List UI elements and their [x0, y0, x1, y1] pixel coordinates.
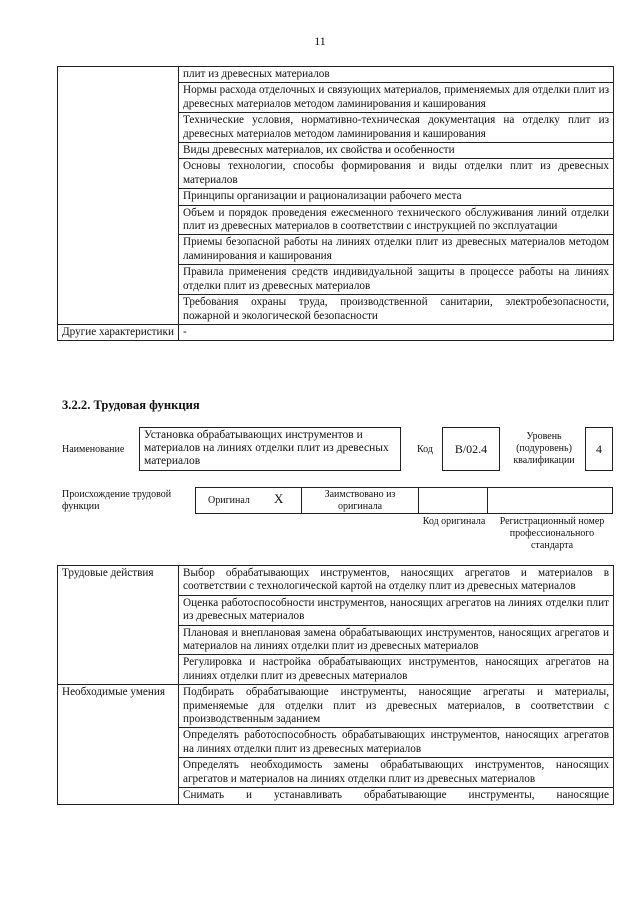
origin-row — [195, 487, 613, 514]
code-original-caption: Код оригинала — [422, 516, 486, 527]
skill-item: Определять работоспособность обрабатывающих инструментов, наносящих агрегатов на линиях отделки плит из древесных материалов — [179, 728, 614, 758]
table-row — [58, 67, 614, 83]
page-number: 11 — [314, 34, 326, 48]
original-mark: X — [274, 491, 284, 506]
labor-actions-label: Трудовые действия — [58, 566, 179, 685]
divider — [487, 488, 488, 513]
table-row — [58, 324, 614, 340]
divider — [301, 488, 302, 513]
other-characteristics-label: Другие характеристики — [58, 324, 179, 340]
knowledge-item: Приемы безопасной работы на линиях отделки плит из древесных материалов методом ламинирования и каширования — [179, 235, 614, 265]
knowledge-item: плит из древесных материалов — [179, 67, 614, 83]
knowledge-item: Нормы расхода отделочных и связующих материалов, применяемых для отделки плит из древесных материалов методом ламинирования и каширования — [179, 83, 614, 113]
labor-action-item: Выбор обрабатывающих инструментов, наносящих агрегатов и материалов в соответствии с технологической картой на отделку плит из древесных материалов — [179, 566, 614, 596]
knowledge-item: Принципы организации и рационализации рабочего места — [179, 189, 614, 205]
function-name-value: Установка обрабатывающих инструментов и материалов на линиях отделки плит из древесных материалов — [144, 429, 389, 467]
function-name-box — [139, 427, 401, 471]
skill-item: Определять необходимость замены обрабатывающих инструментов, наносящих агрегатов и материалов на линиях отделки плит из древесных материалов — [179, 758, 614, 788]
divider — [418, 488, 419, 513]
knowledge-item: Виды древесных материалов, их свойства и особенности — [179, 143, 614, 159]
original-label: Оригинал — [208, 495, 250, 506]
skill-item: Подбирать обрабатывающие инструменты, наносящие агрегаты и материалы, применяемые для отделки плит из древесных материалов, в соответствии с производственным заданием — [179, 685, 614, 728]
labor-action-item: Плановая и внеплановая замена обрабатывающих инструментов, наносящих агрегатов и материалов на линиях отделки плит из древесных материалов — [179, 625, 614, 655]
registration-number-caption: Регистрационный номер профессионального стандарта — [499, 516, 605, 551]
other-characteristics-value: - — [179, 324, 614, 340]
knowledge-item: Технические условия, нормативно-техническая документация на отделку плит из древесных материалов методом ламинирования и каширования — [179, 113, 614, 143]
required-skills-label: Необходимые умения — [58, 685, 179, 804]
knowledge-item: Правила применения средств индивидуальной защиты в процессе работы на линиях отделки плит из древесных материалов — [179, 265, 614, 295]
knowledge-item: Объем и порядок проведения ежесменного технического обслуживания линий отделки плит из древесных материалов в соответствии с инструкцией по эксплуатации — [179, 205, 614, 235]
skill-item: Снимать и устанавливать обрабатывающие инструменты, наносящие — [179, 788, 614, 804]
label-cell-empty — [58, 67, 179, 325]
knowledge-item: Основы технологии, способы формирования и виды отделки плит из древесных материалов — [179, 159, 614, 189]
origin-label: Происхождение трудовой функции — [62, 489, 172, 512]
labor-action-item: Регулировка и настройка обрабатывающих инструментов, наносящих агрегатов на линиях отделки плит из древесных материалов — [179, 655, 614, 685]
table-row — [58, 685, 614, 728]
name-label: Наименование — [62, 444, 125, 455]
code-value-box: B/02.4 — [442, 427, 500, 471]
code-label: Код — [417, 444, 433, 455]
level-value-box: 4 — [585, 427, 613, 471]
section-title: 3.2.2. Трудовая функция — [62, 398, 200, 412]
table-row — [58, 566, 614, 596]
labor-action-item: Оценка работоспособности инструментов, наносящих агрегатов на линиях отделки плит из древесных материалов — [179, 595, 614, 625]
level-label: Уровень (подуровень) квалификации — [513, 431, 575, 466]
knowledge-item: Требования охраны труда, производственной санитарии, электробезопасности, пожарной и экологической безопасности — [179, 295, 614, 325]
labor-actions-table — [57, 565, 614, 805]
borrowed-label: Заимствовано из оригинала — [324, 489, 396, 512]
knowledge-table — [57, 66, 614, 341]
